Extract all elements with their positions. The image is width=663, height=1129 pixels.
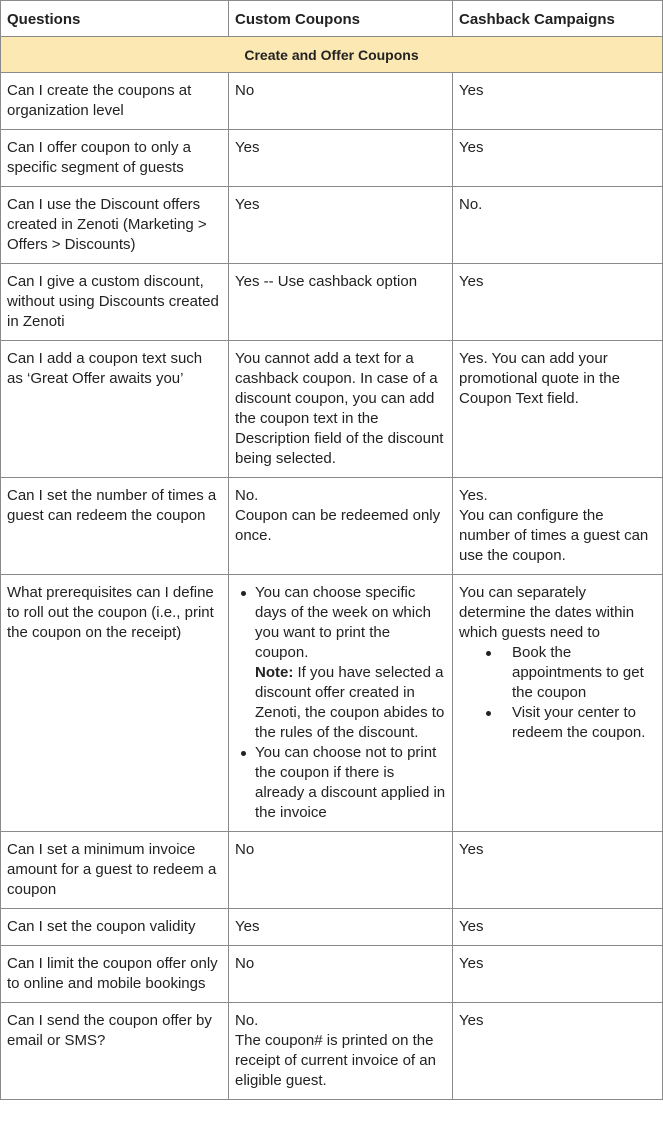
- question-cell: Can I create the coupons at organization level: [1, 73, 229, 130]
- note-body: If you have selected a discount offer created in Zenoti, the coupon abides to the rules of the discount.: [255, 664, 445, 741]
- table-row: [1, 1003, 663, 1100]
- custom-cell: No: [229, 946, 453, 1003]
- custom-cell: [229, 1003, 453, 1100]
- cashback-line-2: You can configure the number of times a guest can use the coupon.: [459, 507, 649, 564]
- custom-cell: Yes: [229, 130, 453, 187]
- table-row: [1, 946, 663, 1003]
- custom-cell: Yes: [229, 187, 453, 264]
- table-row: [1, 832, 663, 909]
- header-custom-coupons: Custom Coupons: [229, 1, 453, 37]
- section-row: [1, 37, 663, 73]
- header-questions: Questions: [1, 1, 229, 37]
- question-cell: Can I limit the coupon offer only to online and mobile bookings: [1, 946, 229, 1003]
- list-item: [255, 583, 446, 743]
- list-item: You can choose not to print the coupon if there is already a discount applied in the invoice: [255, 744, 446, 821]
- cashback-cell: Yes: [453, 264, 663, 341]
- question-cell: Can I set a minimum invoice amount for a guest to redeem a coupon: [1, 832, 229, 909]
- header-cashback-campaigns: Cashback Campaigns: [453, 1, 663, 37]
- custom-cell: [229, 575, 453, 832]
- cashback-cell: Yes. You can add your promotional quote in the Coupon Text field.: [453, 341, 663, 478]
- table-row: [1, 130, 663, 187]
- custom-cell: No: [229, 832, 453, 909]
- question-cell: Can I use the Discount offers created in Zenoti (Marketing > Offers > Discounts): [1, 187, 229, 264]
- note-text: [255, 663, 446, 743]
- list-item: Visit your center to redeem the coupon.: [512, 703, 656, 743]
- cashback-cell: Yes: [453, 1003, 663, 1100]
- note-label: Note:: [255, 664, 294, 681]
- custom-cell: [229, 478, 453, 575]
- list-item: Book the appointments to get the coupon: [512, 643, 656, 703]
- custom-line-2: The coupon# is printed on the receipt of current invoice of an eligible guest.: [235, 1032, 436, 1089]
- question-cell: Can I give a custom discount, without using Discounts created in Zenoti: [1, 264, 229, 341]
- cashback-bullet-list: [459, 643, 656, 743]
- bullet-text: You can choose specific days of the week on which you want to print the coupon.: [255, 584, 431, 661]
- custom-cell: Yes: [229, 909, 453, 946]
- question-cell: Can I offer coupon to only a specific segment of guests: [1, 130, 229, 187]
- cashback-intro: You can separately determine the dates within which guests need to: [459, 584, 635, 641]
- question-cell: Can I set the coupon validity: [1, 909, 229, 946]
- custom-cell: No: [229, 73, 453, 130]
- custom-line-2: Coupon can be redeemed only once.: [235, 507, 441, 544]
- cashback-cell: [453, 478, 663, 575]
- cashback-cell: [453, 575, 663, 832]
- custom-line-1: No.: [235, 487, 259, 504]
- table-row: [1, 575, 663, 832]
- cashback-line-1: Yes.: [459, 487, 488, 504]
- custom-cell: You cannot add a text for a cashback coupon. In case of a discount coupon, you can add the coupon text in the Description field of the discount being selected.: [229, 341, 453, 478]
- table-row: [1, 264, 663, 341]
- question-cell: Can I add a coupon text such as ‘Great Offer awaits you’: [1, 341, 229, 478]
- custom-bullet-list: [235, 583, 446, 823]
- header-row: [1, 1, 663, 37]
- custom-line-1: No.: [235, 1012, 259, 1029]
- cashback-cell: No.: [453, 187, 663, 264]
- table-row: [1, 341, 663, 478]
- table-row: [1, 73, 663, 130]
- cashback-cell: Yes: [453, 832, 663, 909]
- cashback-cell: Yes: [453, 946, 663, 1003]
- custom-cell: Yes -- Use cashback option: [229, 264, 453, 341]
- cashback-cell: Yes: [453, 130, 663, 187]
- table-row: [1, 187, 663, 264]
- table-row: [1, 909, 663, 946]
- question-cell: Can I send the coupon offer by email or SMS?: [1, 1003, 229, 1100]
- table-row: [1, 478, 663, 575]
- section-title: Create and Offer Coupons: [1, 37, 663, 73]
- question-cell: Can I set the number of times a guest can redeem the coupon: [1, 478, 229, 575]
- cashback-cell: Yes: [453, 73, 663, 130]
- cashback-cell: Yes: [453, 909, 663, 946]
- question-cell: What prerequisites can I define to roll out the coupon (i.e., print the coupon on the receipt): [1, 575, 229, 832]
